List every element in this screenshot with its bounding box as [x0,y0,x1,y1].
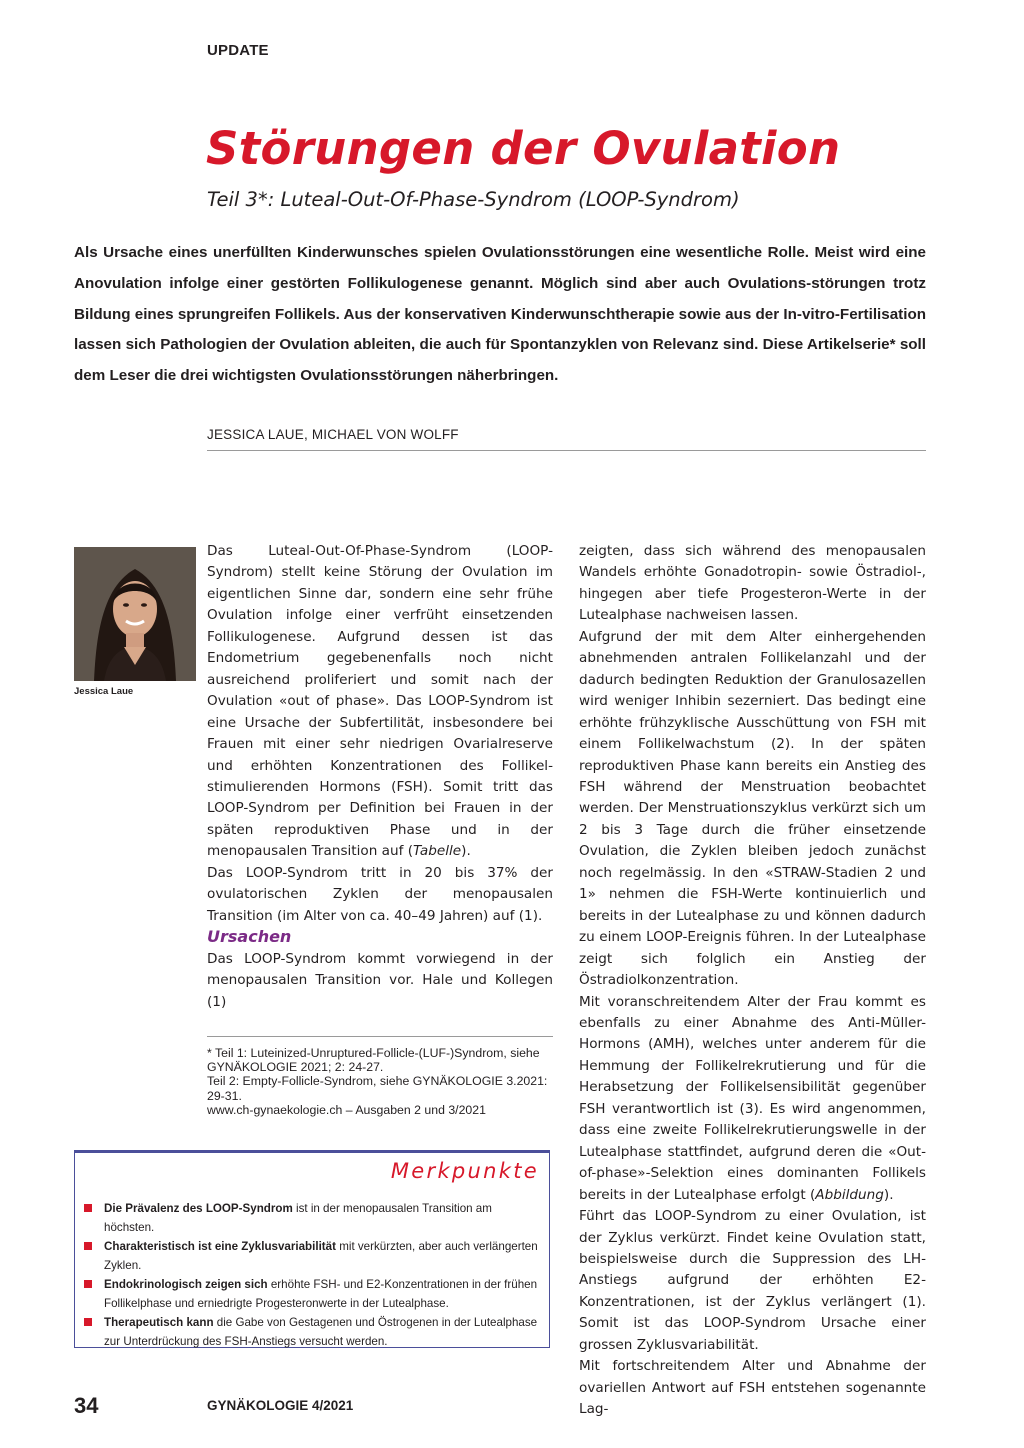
author-photo [74,547,196,681]
paragraph: Das LOOP-Syndrom tritt in 20 bis 37% der ovulatorischen Zyklen der menopausalen Transition (im Alter von ca. 40–49 Jahren) auf (1). [207,864,553,924]
body-column-1-continued [207,949,553,1013]
merkpunkte-box [74,1150,550,1348]
footnote-divider [207,1036,553,1037]
section-heading-ursachen: Ursachen [207,927,292,946]
paragraph: Führt das LOOP-Syndrom zu einer Ovulation, ist der Zyklus verkürzt. Findet keine Ovulation statt, beispielsweise durch die Suppression des LH-Anstiegs aufgrund der erhöhten E2-Konzentrationen, ist der Zyklus verlängert (1). Somit ist das LOOP-Syndrom Ursache einer grossen Zyklusvariabilität. [579,1208,926,1353]
authors: JESSICA LAUE, MICHAEL VON WOLFF [207,427,459,442]
journal-issue: GYNÄKOLOGIE 4/2021 [207,1398,354,1413]
paragraph: Aufgrund der mit dem Alter einhergehenden abnehmenden antralen Follikelanzahl und der dadurch bedingten Reduktion der Granulosazellen wird weniger Inhibin sezerniert. Das bedingt eine erhöhte frühzyklische Ausschüttung von FSH mit einem Follikelwachstum (2). In der späten reproduktiven Phase kann bereits ein Anstieg des FSH während der Menstruation beobachtet werden. Der Menstruationszyklus verkürzt sich um 2 bis 3 Tage durch die früher einsetzende Ovulation, die Zyklen bleiben jedoch zunächst noch regelmässig. In den «STRAW-Stadien 2 und 1» nehmen die FSH-Werte kontinuierlich und bereits in der Lutealphase zu und können dadurch zu einem LOOP-Ereignis führen. In der Lutealphase zeigt sich folglich ein Anstieg der Östradiolkonzentration. [579,628,926,989]
article-subtitle: Teil 3*: Luteal-Out-Of-Phase-Syndrom (LOOP-Syndrom) [207,188,740,211]
bullet-square-icon [84,1318,92,1326]
merkpunkte-title: Merkpunkte [390,1159,539,1183]
section-tag: UPDATE [207,42,269,59]
merkpunkte-list [84,1199,539,1351]
body-column-1 [207,541,553,927]
bullet-square-icon [84,1280,92,1288]
footnote-link[interactable]: www.ch-gynaekologie.ch – Ausgaben 2 und 3/2021 [207,1102,486,1117]
photo-caption: Jessica Laue [74,686,134,697]
paragraph: Mit fortschreitendem Alter und Abnahme der ovariellen Antwort auf FSH entstehen sogenannte Lag- [579,1358,926,1418]
paragraph: Das Luteal-Out-Of-Phase-Syndrom (LOOP-Syndrom) stellt keine Störung der Ovulation im eigentlichen Sinne dar, sondern eine sehr frühe Ovulation infolge einer verfrüht einsetzenden Follikulogenese. Aufgrund dessen ist das Endometrium gegebenenfalls noch nicht ausreichend proliferiert und somit nach der Ovulation «out of phase». Das LOOP-Syndrom ist eine Ursache der Subfertilität, insbesondere bei Frauen mit einer sehr niedrigen Ovarialreserve und erhöhten Konzentrationen des Follikel-stimulierenden Hormons (FSH). Somit tritt das LOOP-Syndrom per Definition bei Frauen in der späten reproduktiven Phase und in der menopausalen Transition auf (Tabelle). [207,543,553,860]
paragraph: zeigten, dass sich während des menopausalen Wandels erhöhte Gonadotropin- sowie Östradiol-, hingegen aber tiefe Progesteron-Werte in der Lutealphase nachweisen lassen. [579,543,926,624]
list-item: Therapeutisch kann die Gabe von Gestagenen und Östrogenen in der Lutealphase zur Unterdrückung des FSH-Anstiegs versucht werden. [84,1313,539,1351]
footnote [207,1046,553,1117]
list-item: Endokrinologisch zeigen sich erhöhte FSH- und E2-Konzentrationen in der frühen Follikelphase und erniedrigte Progesteronwerte in der Lutealphase. [84,1275,539,1313]
paragraph: Mit voranschreitendem Alter der Frau kommt es ebenfalls zu einer Abnahme des Anti-Müller-Hormons (AMH), welches unter anderem für die Hemmung der Follikelrekrutierung und für die Herabsetzung der Follikelsensibilität gegenüber FSH verantwortlich ist (3). Es wird angenommen, dass eine zweite Follikelrekrutierungswelle in der Lutealphase stattfindet, aufgrund deren die «Out-of-phase»-Selektion eines dominanten Follikels bereits in der Lutealphase erfolgt (Abbildung). [579,993,926,1203]
page-number: 34 [74,1393,99,1418]
list-item: Die Prävalenz des LOOP-Syndrom ist in der menopausalen Transition am höchsten. [84,1199,539,1237]
bullet-square-icon [84,1204,92,1212]
divider [207,450,926,451]
paragraph: Das LOOP-Syndrom kommt vorwiegend in der menopausalen Transition vor. Hale und Kollegen (1) [207,951,553,1010]
footnote-line: * Teil 1: Luteinized-Unruptured-Follicle-(LUF-)Syndrom, siehe GYNÄKOLOGIE 2021; 2: 24-27. [207,1046,540,1075]
footnote-line: Teil 2: Empty-Follicle-Syndrom, siehe GYNÄKOLOGIE 3.2021: 29-31. [207,1074,548,1103]
body-column-2 [579,541,926,1421]
bullet-square-icon [84,1242,92,1250]
list-item: Charakteristisch ist eine Zyklusvariabilität mit verkürzten, aber auch verlängerten Zyklen. [84,1237,539,1275]
lead-paragraph: Als Ursache eines unerfüllten Kinderwunsches spielen Ovulationsstörungen eine wesentliche Rolle. Meist wird eine Anovulation infolge einer gestörten Follikulogenese genannt. Möglich sind aber auch Ovulations-störungen trotz Bildung eines sprungreifen Follikels. Aus der konservativen Kinderwunschtherapie sowie aus der In-vitro-Fertilisation lassen sich Pathologien der Ovulation ableiten, die auch für Spontanzyklen von Relevanz sind. Diese Artikelserie* soll dem Leser die drei wichtigsten Ovulationsstörungen näherbringen. [74,244,926,385]
article-title: Störungen der Ovulation [206,122,841,175]
